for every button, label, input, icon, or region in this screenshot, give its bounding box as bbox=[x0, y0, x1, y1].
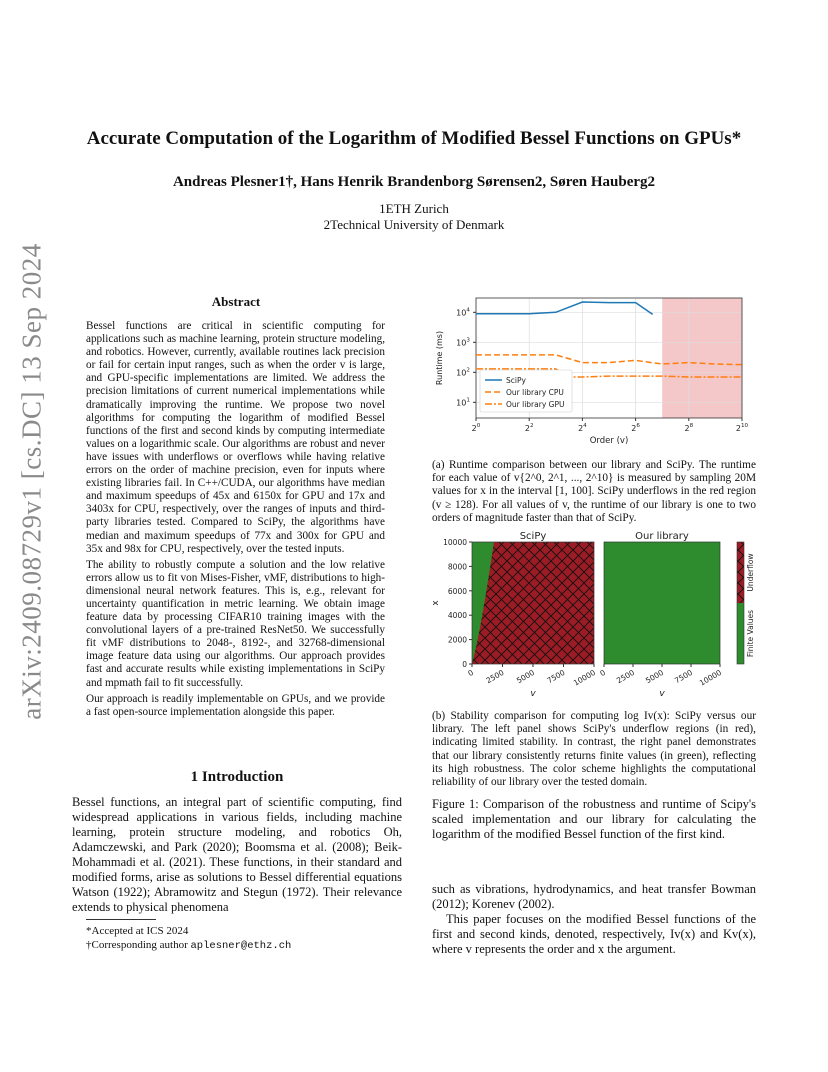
footnote-corresponding: †Corresponding author aplesner@ethz.ch bbox=[86, 939, 292, 952]
colorbar-underflow bbox=[737, 542, 744, 603]
scipy-panel-title: SciPy bbox=[519, 531, 547, 542]
abstract-paragraph-3: Our approach is readily implementable on GPUs, and we provide a fast open-source implementation alongside this paper. bbox=[86, 692, 385, 718]
y-tick-label: $10^2$ bbox=[456, 367, 470, 378]
x-tick-label: 5000 bbox=[514, 667, 536, 686]
figure-b-caption: (b) Stability comparison for computing log Iv(x): SciPy versus our library. The left panel shows SciPy's underflow regions (in red), indicating limited stability. In contrast, the right panel demonstrates that our library consistently returns finite values (in green), reflecting its high robustness. The color scheme highlights the computational reliability of our library over the tested domain. bbox=[432, 710, 756, 789]
y-tick-label: 8000 bbox=[447, 562, 467, 572]
paper-title: Accurate Computation of the Logarithm of Modified Bessel Functions on GPUs* bbox=[86, 128, 742, 149]
legend-label: SciPy bbox=[506, 376, 526, 385]
x-tick-label: $2^4$ bbox=[578, 423, 587, 433]
x-tick-label: 2500 bbox=[614, 667, 636, 686]
colorbar-label-finite: Finite Values bbox=[746, 609, 755, 658]
colorbar-finite bbox=[737, 603, 744, 664]
stability-chart bbox=[430, 528, 760, 704]
right-paragraph-2: This paper focuses on the modified Bessel functions of the first and second kinds, denoted, respectively, Iv(x) and Kv(x), where v represents the order and x the argument. bbox=[432, 912, 756, 956]
ours-panel-title: Our library bbox=[635, 531, 689, 542]
x-axis-label: v bbox=[659, 689, 665, 699]
legend-label: Our library GPU bbox=[506, 400, 565, 409]
x-tick-label: 7500 bbox=[672, 667, 694, 686]
affiliation-2: 2Technical University of Denmark bbox=[323, 217, 505, 232]
runtime-chart bbox=[430, 288, 760, 446]
x-tick-label: 2500 bbox=[484, 667, 506, 686]
footnotes bbox=[86, 924, 406, 953]
y-axis-label: Runtime (ms) bbox=[435, 330, 444, 386]
x-tick-label: 10000 bbox=[697, 667, 723, 688]
abstract-body bbox=[86, 320, 385, 722]
intro-body: Bessel functions, an integral part of scientific computing, find widespread applications in various fields, including machine learning, protein structure modeling, and robotics Oh, Adamczewski, and Park (2020); Boomsma et al. (2008); Beik-Mohammadi et al. (2021). These functions, in their standard and modified forms, arise as solutions to Bessel differential equations Watson (1922); Abramowitz and Stegun (1972). Their relevance extends to physical phenomena bbox=[72, 795, 402, 914]
x-tick-label: 0 bbox=[598, 667, 607, 679]
paper-authors: Andreas Plesner1†, Hans Henrik Brandenborg Sørensen2, Søren Hauberg2 bbox=[172, 174, 656, 190]
affiliation-1: 1ETH Zurich bbox=[379, 201, 449, 216]
colorbar-label-underflow: Underflow bbox=[746, 553, 755, 592]
y-tick-label: $10^3$ bbox=[456, 337, 470, 348]
figure-a-caption: (a) Runtime comparison between our library and SciPy. The runtime for each value of v{2^0, 2^1, ..., 2^10} is measured by sampling 20M values for x in the interval [1, 100]. SciPy underflows in the red region (v ≥ 128). For all values of v, the runtime of our library is one to two orders of magnitude faster than that of SciPy. bbox=[432, 459, 756, 524]
abstract-heading: Abstract bbox=[211, 294, 261, 309]
legend-label: Our library CPU bbox=[506, 388, 564, 397]
section-heading-introduction: 1 Introduction bbox=[190, 769, 284, 785]
abstract-paragraph-2: The ability to robustly compute a solution and the low relative errors allow us to fit von Mises-Fisher, vMF, distributions to high-dimensional neural network features. This is, e.g., relevant for uncertainty quantification in metric learning. We obtain image feature data by processing CIFAR10 training images with the convolutional layers of a pre-trained ResNet50. We successfully fit vMF distributions to 2048-, 8192-, and 32768-dimensional image feature data using our algorithms. Our approach provides fast and accurate results while existing implementations in SciPy and mpmath fail to fit successfully. bbox=[86, 558, 385, 689]
y-tick-label: $10^1$ bbox=[456, 397, 470, 408]
x-axis-label: Order (v) bbox=[589, 436, 629, 446]
underflow-region bbox=[662, 298, 742, 418]
y-tick-label: 10000 bbox=[443, 538, 467, 547]
y-tick-label: 0 bbox=[462, 660, 467, 669]
figure-1-caption: Figure 1: Comparison of the robustness and runtime of Scipy's scaled implementation and our library for calculating the logarithm of the modified Bessel function of the first kind. bbox=[432, 797, 756, 841]
footnote-rule bbox=[86, 919, 156, 920]
y-tick-label: 2000 bbox=[447, 635, 467, 645]
footnote-accepted: *Accepted at ICS 2024 bbox=[86, 925, 189, 937]
arxiv-stamp: arXiv:2409.08729v1 [cs.DC] 13 Sep 2024 bbox=[16, 243, 47, 720]
x-tick-label: $2^0$ bbox=[471, 423, 481, 433]
x-tick-label: 5000 bbox=[643, 667, 665, 686]
email-link[interactable]: aplesner@ethz.ch bbox=[190, 940, 292, 952]
y-tick-label: $10^4$ bbox=[456, 307, 470, 318]
x-tick-label: $2^8$ bbox=[684, 423, 694, 433]
x-tick-label: 10000 bbox=[571, 667, 597, 688]
x-tick-label: $2^6$ bbox=[631, 423, 640, 433]
x-tick-label: $2^{10}$ bbox=[735, 423, 749, 433]
y-tick-label: 4000 bbox=[447, 611, 467, 621]
x-tick-label: 0 bbox=[466, 667, 475, 679]
ours-finite-area bbox=[604, 542, 720, 664]
right-column-body bbox=[432, 882, 756, 957]
x-axis-label: v bbox=[530, 689, 536, 699]
y-tick-label: 6000 bbox=[447, 586, 467, 596]
right-continuation: such as vibrations, hydrodynamics, and heat transfer Bowman (2012); Korenev (2002). bbox=[432, 882, 756, 911]
y-axis-label: x bbox=[431, 600, 441, 606]
x-tick-label: $2^2$ bbox=[524, 423, 534, 433]
abstract-paragraph-1: Bessel functions are critical in scientific computing for applications such as machine learning, protein structure modeling, and robotics. However, currently, available routines lack precision or fail for certain input ranges, such as when the order v is large, and GPU-specific implementations are limited. We address the precision limitations of current numerical implementations while dramatically improving the runtime. We propose two novel algorithms for computing the logarithm of modified Bessel functions of the first and second kinds by computing intermediate values on a logarithmic scale. Our algorithms are robust and never have issues with underflows or overflows while having relative errors on the order of machine precision, even for inputs where existing libraries fail. In C++/CUDA, our algorithms have median and maximum speedups of 45x and 6150x for GPU and 17x and 3403x for CPU, respectively, over the ranges of inputs and third-party libraries tested. Compared to SciPy, the algorithms have median and maximum speedups of 77x and 300x for GPU and 35x and 98x for CPU, respectively, over the tested inputs. bbox=[86, 320, 385, 555]
x-tick-label: 7500 bbox=[545, 667, 567, 686]
